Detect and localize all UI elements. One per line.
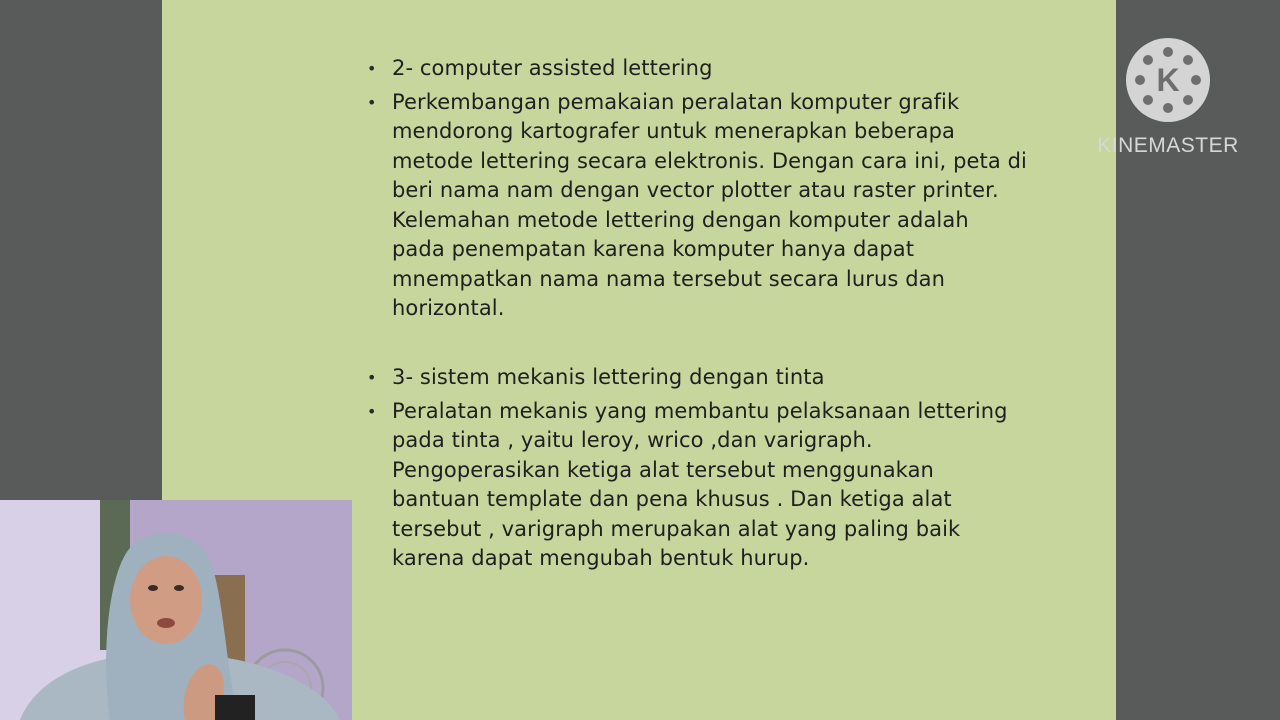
kinemaster-logo-icon [1126, 38, 1210, 122]
bullet-item [367, 54, 1027, 84]
bullet-text: 3- sistem mekanis lettering dengan tinta [392, 365, 825, 389]
kinemaster-brand-text: KINEMASTER [1097, 134, 1239, 157]
bullet-dot-icon: • [367, 59, 377, 78]
logo-letter: K [1156, 62, 1180, 98]
kinemaster-watermark [1092, 36, 1244, 164]
bullet-list-section-1 [367, 54, 1027, 328]
webcam-overlay [0, 500, 352, 720]
bullet-item [367, 363, 1027, 393]
bullet-dot-icon: • [367, 92, 377, 112]
bullet-list-section-2 [367, 363, 1027, 578]
webcam-presenter-video [0, 500, 352, 720]
bullet-item [367, 397, 1027, 574]
bullet-dot-icon: • [367, 401, 377, 421]
bullet-item [367, 88, 1027, 324]
bullet-text: Peralatan mekanis yang membantu pelaksanaan lettering pada tinta , yaitu leroy, wrico ,dan varigraph. Pengoperasikan ketiga alat tersebut menggunakan bantuan template dan pena khusus . Dan ketiga alat tersebut , varigraph merupakan alat yang paling baik karena dapat mengubah bentuk hurup. [392, 398, 1008, 570]
bullet-dot-icon: • [367, 368, 377, 387]
bullet-text: 2- computer assisted lettering [392, 56, 713, 80]
bullet-text: Perkembangan pemakaian peralatan komputer grafik mendorong kartografer untuk menerapkan beberapa metode lettering secara elektronis. Dengan cara ini, peta di beri nama nam dengan vector plotter atau raster printer. Kelemahan metode lettering dengan komputer adalah pada penempatan karena komputer hanya dapat mnempatkan nama nama tersebut secara lurus dan horizontal. [392, 89, 1027, 320]
